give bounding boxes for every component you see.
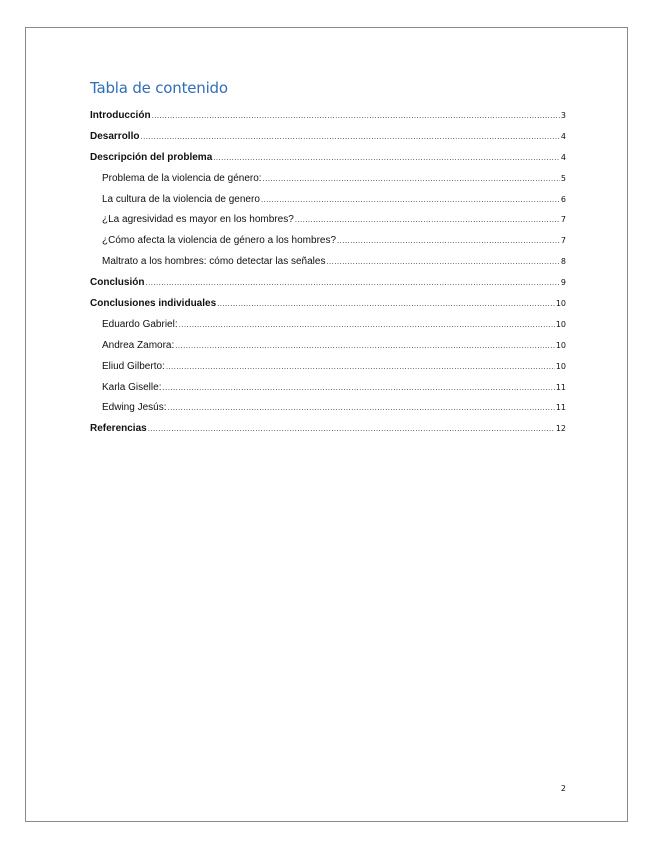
document-page: [25, 27, 628, 822]
dot-leader: [175, 341, 555, 350]
toc-entry-label: Desarrollo: [90, 130, 140, 142]
dot-leader: [162, 383, 554, 392]
toc-entry-page: 6: [560, 194, 566, 204]
toc-entry-como-afecta-violencia[interactable]: [90, 235, 566, 256]
toc-entry-page: 10: [555, 340, 566, 350]
toc-entry-edwing-jesus[interactable]: [90, 402, 566, 423]
dot-leader: [213, 153, 560, 162]
toc-entry-label: Karla Giselle:: [102, 381, 162, 393]
dot-leader: [337, 236, 560, 245]
page-number: 2: [560, 784, 566, 793]
toc-entry-label: Problema de la violencia de género:: [102, 172, 262, 184]
toc-entry-label: Conclusiones individuales: [90, 298, 217, 310]
dot-leader: [140, 132, 559, 141]
toc-entry-label: Eliud Gilberto:: [102, 360, 165, 372]
dot-leader: [261, 195, 560, 204]
toc-entry-label: ¿Cómo afecta la violencia de género a los hombres?: [102, 235, 337, 247]
toc-entry-label: Maltrato a los hombres: cómo detectar las señales: [102, 256, 326, 268]
toc-entry-page: 7: [560, 236, 566, 246]
toc-entry-karla-giselle[interactable]: [90, 382, 566, 403]
dot-leader: [152, 111, 560, 120]
toc-entry-page: 3: [560, 111, 566, 120]
toc-entry-page: 10: [555, 361, 566, 371]
toc-entry-page: 8: [560, 257, 566, 267]
dot-leader: [326, 257, 559, 266]
toc-entry-page: 11: [555, 382, 566, 392]
toc-entry-maltrato-hombres[interactable]: [90, 256, 566, 277]
toc-entry-label: La cultura de la violencia de genero: [102, 193, 260, 205]
toc-entry-eliud-gilberto[interactable]: [90, 361, 566, 382]
toc-entry-page: 7: [560, 215, 566, 225]
toc-entry-label: Edwing Jesús:: [102, 402, 167, 414]
toc-entry-page: 10: [555, 299, 566, 309]
toc-entry-page: 5: [560, 173, 566, 183]
toc-entry-label: Descripción del problema: [90, 151, 213, 163]
dot-leader: [148, 424, 555, 433]
toc-entry-label: Referencias: [90, 423, 147, 435]
toc-entry-cultura-violencia-genero[interactable]: [90, 194, 566, 215]
dot-leader: [145, 278, 559, 287]
toc-entry-eduardo-gabriel[interactable]: [90, 319, 566, 340]
dot-leader: [166, 362, 555, 371]
toc-entry-page: 4: [560, 131, 566, 141]
toc-entry-label: Introducción: [90, 110, 151, 121]
toc-entry-label: ¿La agresividad es mayor en los hombres?: [102, 214, 294, 226]
dot-leader: [167, 403, 554, 412]
toc-entry-descripcion-del-problema[interactable]: [90, 152, 566, 173]
toc-entry-conclusion[interactable]: [90, 277, 566, 298]
toc-entry-page: 4: [560, 152, 566, 162]
table-of-contents: [90, 110, 566, 444]
dot-leader: [217, 299, 555, 308]
toc-entry-problema-violencia-genero[interactable]: [90, 173, 566, 194]
toc-entry-conclusiones-individuales[interactable]: [90, 298, 566, 319]
toc-title: Tabla de contenido: [90, 79, 228, 97]
toc-entry-desarrollo[interactable]: [90, 131, 566, 152]
toc-entry-page: 9: [560, 278, 566, 288]
toc-entry-page: 11: [555, 403, 566, 413]
toc-entry-label: Andrea Zamora:: [102, 339, 175, 351]
toc-entry-referencias[interactable]: [90, 423, 566, 444]
toc-entry-agresividad-hombres[interactable]: [90, 214, 566, 235]
dot-leader: [263, 174, 560, 183]
toc-entry-label: Conclusión: [90, 277, 145, 289]
toc-entry-page: 12: [555, 424, 566, 434]
dot-leader: [295, 215, 560, 224]
toc-entry-introduccion[interactable]: [90, 110, 566, 131]
dot-leader: [179, 320, 555, 329]
toc-entry-label: Eduardo Gabriel:: [102, 318, 178, 330]
toc-entry-andrea-zamora[interactable]: [90, 340, 566, 361]
toc-entry-page: 10: [555, 319, 566, 329]
